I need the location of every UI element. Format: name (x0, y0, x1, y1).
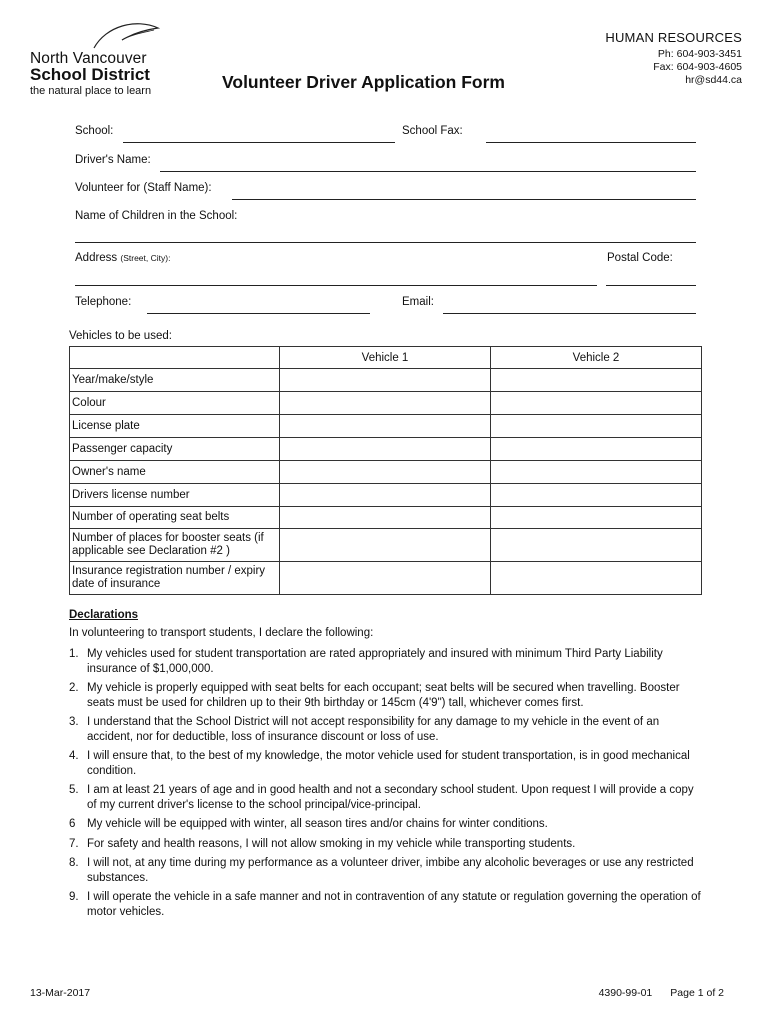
item-text: My vehicles used for student transportation are rated appropriately and insured with minimum Third Party Liability insurance of $1,000,000. (87, 648, 663, 675)
item-text: I will not, at any time during my performance as a volunteer driver, imbibe any alcoholic beverages or use any restricted substances. (87, 857, 694, 884)
vehicle-1-cell[interactable] (280, 392, 491, 415)
footer-date: 13-Mar-2017 (30, 987, 91, 999)
volunteer-for-label: Volunteer for (Staff Name): (75, 182, 212, 194)
vehicle-1-cell[interactable] (280, 369, 491, 392)
item-number: 8. (69, 857, 79, 869)
item-number: 9. (69, 891, 79, 903)
postal-code-label: Postal Code: (607, 252, 673, 264)
email-input-line[interactable] (443, 313, 696, 314)
item-text: I am at least 21 years of age and in good health and not a secondary school student. Upon request I will provide a copy of my current driver's license to the school principal/vice-principal. (87, 784, 694, 811)
telephone-label: Telephone: (75, 296, 132, 308)
table-row (70, 415, 702, 438)
vehicle-1-cell[interactable] (280, 529, 491, 562)
footer-code: 4390-99-01 (598, 987, 653, 999)
vehicle-1-cell[interactable] (280, 461, 491, 484)
list-item (69, 749, 704, 778)
row-label: Owner's name (70, 461, 280, 484)
vehicles-caption: Vehicles to be used: (69, 330, 172, 342)
list-item (69, 837, 704, 852)
vehicles-table (69, 346, 702, 595)
declarations-heading: Declarations (69, 609, 139, 621)
vehicle-2-cell[interactable] (491, 461, 702, 484)
row-label: License plate (70, 415, 280, 438)
row-label: Drivers license number (70, 484, 280, 507)
row-label: Year/make/style (70, 369, 280, 392)
vehicle-2-cell[interactable] (491, 484, 702, 507)
item-text: My vehicle is properly equipped with seat belts for each occupant; seat belts will be secured when travelling. Booster seats must be used for children up to their 9th birthday or 145cm (4'9") tall, whichever comes first. (87, 682, 680, 709)
list-item (69, 783, 704, 812)
vehicle-1-cell[interactable] (280, 438, 491, 461)
vehicle-2-cell[interactable] (491, 415, 702, 438)
hr-email: hr@sd44.ca (685, 74, 742, 86)
address-label (75, 252, 170, 264)
table-row (70, 529, 702, 562)
row-label: Passenger capacity (70, 438, 280, 461)
school-fax-input-line[interactable] (486, 142, 696, 143)
row-label: Colour (70, 392, 280, 415)
item-number: 6 (69, 818, 76, 830)
volunteer-for-input-line[interactable] (232, 199, 696, 200)
school-label: School: (75, 125, 114, 137)
address-hint: (Street, City): (120, 253, 171, 263)
children-input-line[interactable] (75, 242, 696, 243)
item-text: I will operate the vehicle in a safe manner and not in contravention of any statute or regulation governing the operation of motor vehicles. (87, 891, 701, 918)
table-row (70, 507, 702, 529)
school-input-line[interactable] (123, 142, 395, 143)
list-item (69, 890, 704, 919)
hr-fax: Fax: 604-903-4605 (653, 61, 742, 73)
hr-phone: Ph: 604-903-3451 (657, 48, 742, 60)
row-label: Insurance registration number / expiry date of insurance (70, 562, 280, 595)
header-vehicle-2: Vehicle 2 (491, 347, 702, 369)
form-title: Volunteer Driver Application Form (222, 72, 505, 92)
vehicle-2-cell[interactable] (491, 438, 702, 461)
row-label: Number of operating seat belts (70, 507, 280, 529)
vehicle-2-cell[interactable] (491, 392, 702, 415)
table-row (70, 392, 702, 415)
vehicle-2-cell[interactable] (491, 369, 702, 392)
item-text: I understand that the School District will not accept responsibility for any damage to my vehicle in the event of an accident, nor for deductible, loss of insurance discount or loss of use. (87, 716, 660, 743)
table-row (70, 562, 702, 595)
declarations-intro: In volunteering to transport students, I declare the following: (69, 627, 374, 639)
school-fax-label: School Fax: (402, 125, 463, 137)
declarations-list (69, 642, 704, 919)
email-label: Email: (402, 296, 434, 308)
address-label-text: Address (75, 252, 118, 264)
table-row (70, 484, 702, 507)
item-text: For safety and health reasons, I will not allow smoking in my vehicle while transporting students. (87, 837, 576, 850)
row-label: Number of places for booster seats (if applicable see Declaration #2 ) (70, 529, 280, 562)
vehicle-2-cell[interactable] (491, 562, 702, 595)
telephone-input-line[interactable] (147, 313, 370, 314)
list-item (69, 681, 704, 710)
item-number: 5. (69, 784, 79, 796)
table-row (70, 438, 702, 461)
children-label: Name of Children in the School: (75, 210, 238, 222)
postal-code-input-line[interactable] (606, 285, 696, 286)
item-number: 2. (69, 682, 79, 694)
list-item (69, 817, 704, 832)
vehicle-1-cell[interactable] (280, 415, 491, 438)
logo-line1: North Vancouver (30, 50, 147, 67)
list-item (69, 856, 704, 885)
vehicle-1-cell[interactable] (280, 562, 491, 595)
drivers-name-input-line[interactable] (160, 171, 696, 172)
vehicle-2-cell[interactable] (491, 529, 702, 562)
item-number: 1. (69, 648, 79, 660)
list-item (69, 647, 704, 676)
item-number: 3. (69, 716, 79, 728)
item-text: I will ensure that, to the best of my knowledge, the motor vehicle used for student transportation, is in good mechanical condition. (87, 750, 690, 777)
drivers-name-label: Driver's Name: (75, 154, 151, 166)
hr-contact (605, 30, 742, 87)
item-number: 4. (69, 750, 79, 762)
list-item (69, 715, 704, 744)
table-header-row (70, 347, 702, 369)
hr-title: HUMAN RESOURCES (605, 30, 742, 45)
vehicle-1-cell[interactable] (280, 507, 491, 529)
address-input-line[interactable] (75, 285, 597, 286)
vehicle-2-cell[interactable] (491, 507, 702, 529)
item-number: 7. (69, 837, 79, 850)
logo-tagline: the natural place to learn (30, 85, 152, 97)
header-cell-blank (70, 347, 280, 369)
header-vehicle-1: Vehicle 1 (280, 347, 491, 369)
footer-page: Page 1 of 2 (670, 987, 724, 999)
vehicle-1-cell[interactable] (280, 484, 491, 507)
item-text: My vehicle will be equipped with winter, all season tires and/or chains for winter conditions. (87, 818, 548, 830)
footer-right (599, 987, 724, 999)
logo-line2: School District (30, 65, 150, 84)
leaf-logo-icon (92, 20, 160, 50)
table-row (70, 461, 702, 484)
table-row (70, 369, 702, 392)
